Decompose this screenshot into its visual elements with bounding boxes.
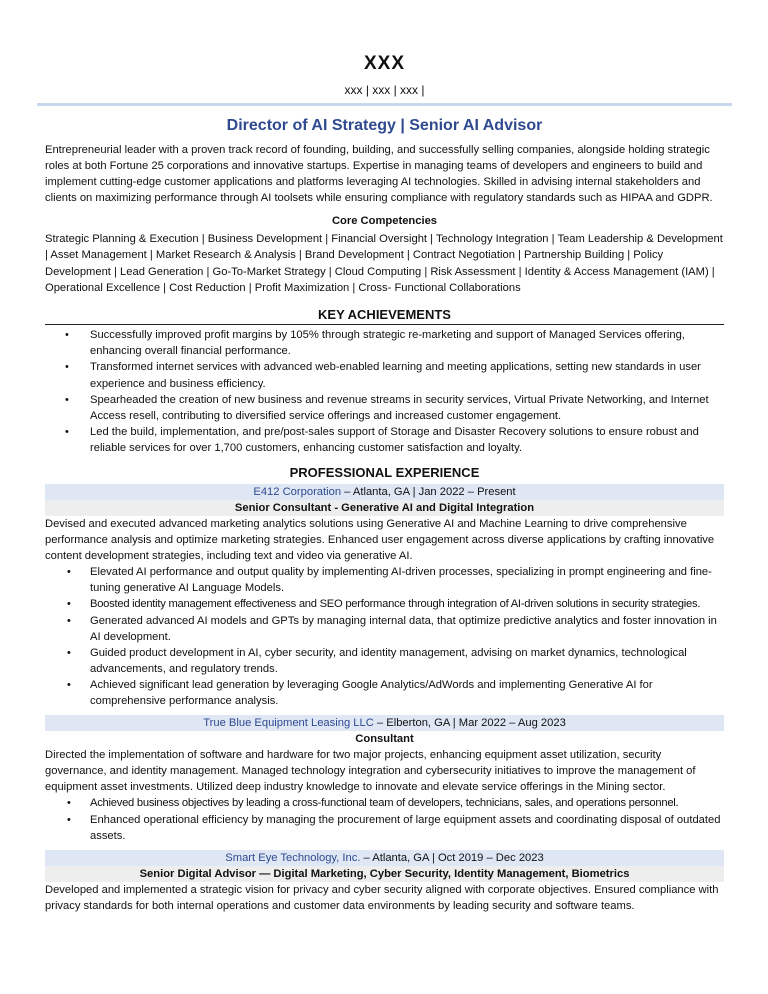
bullet-icon: • (65, 393, 69, 406)
job-details: – Atlanta, GA | Oct 2019 – Dec 2023 (360, 851, 544, 864)
job-role: Senior Consultant - Generative AI and Digital Integration (45, 500, 724, 516)
job-header (45, 715, 724, 731)
bullet-icon: • (67, 646, 71, 659)
job-header (45, 484, 724, 500)
job-details: – Atlanta, GA | Jan 2022 – Present (341, 486, 516, 498)
bullet-icon: • (67, 614, 71, 627)
contact-line: xxx | xxx | xxx | (344, 83, 425, 97)
company-name: Smart Eye Technology, Inc. (225, 851, 361, 864)
achievement-item: • Transformed internet services with advanced web-enabled learning and meeting applications, setting new standards in user experience and business efficiency. (65, 361, 701, 390)
job-bullets (45, 795, 724, 843)
header-divider (37, 103, 732, 106)
job-description: Directed the implementation of software and hardware for two major projects, enhancing equipment asset utilization, security governance, and identity management. Managed technology integration and cybersecurity initiatives to improve the management of equipment asset investments. Utilized deep industry knowledge to innovate and elevate service offerings in the Mining sector. (45, 749, 696, 794)
job-bullet: • Boosted identity management effectiveness and SEO performance through integration of AI-driven solutions in security strategies. (45, 596, 724, 612)
bullet-icon: • (67, 678, 71, 691)
competencies-title: Core Competencies (331, 215, 438, 228)
job-bullets (45, 564, 724, 709)
summary-paragraph: Entrepreneurial leader with a proven track record of founding, building, and successfully selling companies, alongside holding strategic roles at both Fortune 25 corporations and innovative startups. Expertise in managing teams of developers and engineers to build and implement cutting-edge customer applications and platforms leveraging AI technologies. Skilled in advising internal stakeholders and clients on maximizing performance through AI toolsets while ensuring compliance with regulatory standards such as HIPAA and GDPR. (45, 144, 713, 205)
achievement-item: • Spearheaded the creation of new business and revenue streams in security services, Virtual Private Networking, and Internet Access resell, contributing to diversified service offerings and increased customer engagement. (65, 393, 709, 422)
candidate-name: XXX (363, 53, 406, 74)
job-role: Senior Digital Advisor — Digital Marketing, Cyber Security, Identity Management, Biometrics (45, 866, 724, 882)
achievements-list (45, 327, 724, 456)
job-bullet: • Achieved significant lead generation by leveraging Google Analytics/AdWords and implementing Generative AI for comprehensive performance analysis. (67, 678, 653, 708)
job-header (45, 850, 724, 866)
job-role: Consultant (355, 733, 414, 746)
competencies-list: Strategic Planning & Execution | Business Development | Financial Oversight | Technology Integration | Team Leadership & Development | Asset Management | Market Research & Analysis | Brand Development | Contract Negotiation | Partnership Building | Policy Development | Lead Generation | Go-To-Market Strategy | Cloud Computing | Risk Assessment | Identity & Access Management (IAM) | Operational Excellence | Cost Reduction | Profit Maximization | Cross- Functional Collaborations (45, 233, 723, 294)
bullet-icon: • (67, 813, 71, 826)
bullet-icon: • (65, 425, 69, 438)
job-description: Devised and executed advanced marketing analytics solutions using Generative AI and Machine Learning to drive comprehensive performance analysis and optimize marketing strategies. Enhanced user engagement across diverse applications by crafting innovative content development strategies, including text and video via generative AI. (45, 518, 715, 563)
bullet-icon: • (65, 329, 69, 342)
achievements-divider (45, 324, 724, 326)
job-bullet: • Guided product development in AI, cyber security, and identity management, advising on market dynamics, technological advancements, and regulatory trends. (67, 646, 687, 675)
achievement-item: • Successfully improved profit margins by 105% through strategic re-marketing and support of Managed Services offering, enhancing overall financial performance. (65, 329, 685, 358)
job-bullet: • Achieved business objectives by leading a cross-functional team of developers, technicians, sales, and operations personnel. (45, 795, 724, 811)
bullet-icon: • (67, 598, 71, 611)
job-bullet: • Enhanced operational efficiency by managing the procurement of large equipment assets and coordinating disposal of outdated assets. (67, 813, 721, 842)
company-name: True Blue Equipment Leasing LLC (203, 717, 374, 730)
experience-title: PROFESSIONAL EXPERIENCE (289, 465, 480, 480)
bullet-icon: • (67, 797, 71, 810)
job-bullet: • Elevated AI performance and output quality by implementing AI-driven processes, specializing in prompt engineering and fine-tuning generative AI Language Models. (67, 566, 712, 595)
achievements-title: KEY ACHIEVEMENTS (318, 306, 451, 322)
bullet-icon: • (65, 361, 69, 374)
headline-title: Director of AI Strategy | Senior AI Advisor (226, 117, 543, 134)
job-bullet: • Generated advanced AI models and GPTs by managing internal data, that optimize predictive analytics and foster innovation in AI development. (67, 614, 717, 643)
bullet-icon: • (67, 566, 71, 579)
job-details: – Elberton, GA | Mar 2022 – Aug 2023 (373, 717, 566, 730)
job-description: Developed and implemented a strategic vision for privacy and cyber security aligned with corporate objectives. Ensured compliance with privacy standards for both internal operations and customer data environments by leading security and software teams. (45, 883, 719, 912)
company-name: E412 Corporation (253, 486, 342, 498)
achievement-item: • Led the build, implementation, and pre/post-sales support of Storage and Disaster Recovery solutions to ensure robust and reliable services for over 1,700 customers, enhancing customer satisfaction and loyalty. (65, 425, 699, 454)
